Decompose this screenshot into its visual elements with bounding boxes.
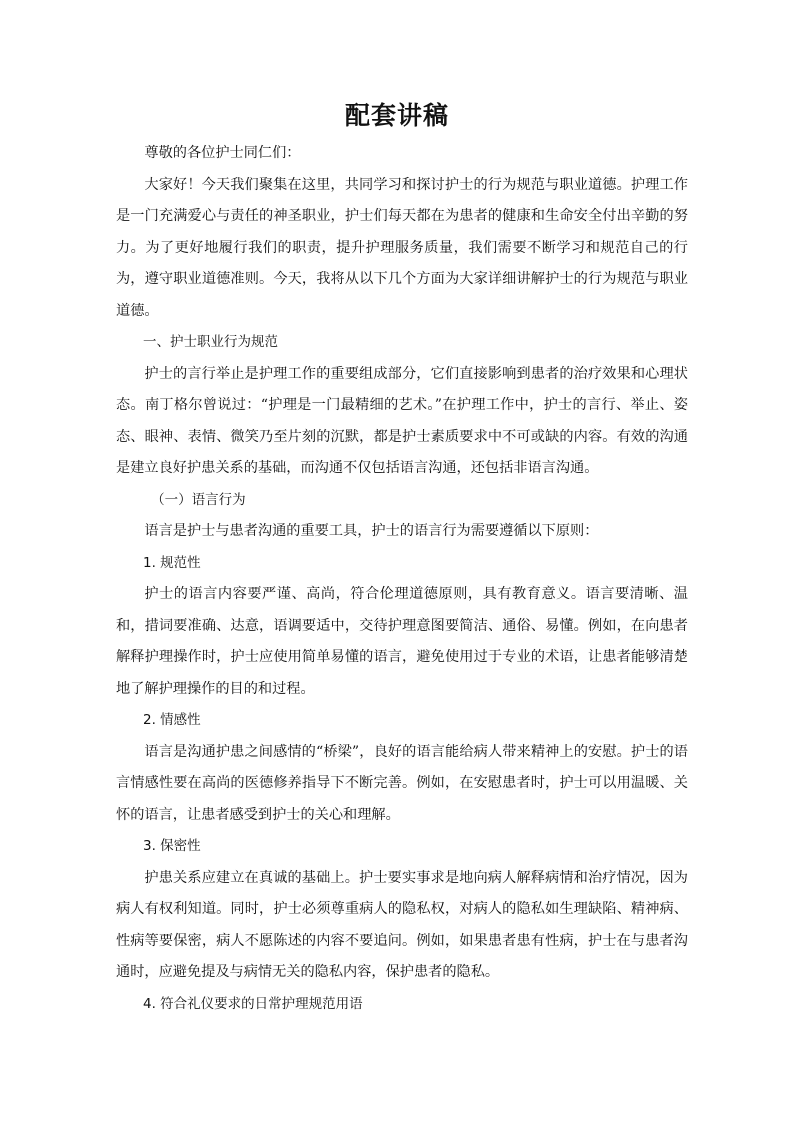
document-title: 配套讲稿 [344, 101, 449, 130]
item-confidentiality-paragraph: 护患关系应建立在真诚的基础上。护士要实事求是地向病人解释病情和治疗情况，因为病人有权利知道。同时，护士必须尊重病人的隐私权，对病人的隐私如生理缺陷、精神病、性病等要保密，病人不愿陈述的内容不要追问。例如，如果患者患有性病，护士在与患者沟通时，应避免提及与病情无关的隐私内容，保护患者的隐私。 [116, 869, 688, 980]
item-heading-confidentiality: 3. 保密性 [143, 838, 201, 854]
item-normative-paragraph: 护士的语言内容要严谨、高尚，符合伦理道德原则，具有教育意义。语言要清晰、温和，措词要准确、达意，语调要适中，交待护理意图要简洁、通俗、易懂。例如，在向患者解释护理操作时，护士应使用简单易懂的语言，避免使用过于专业的术语，让患者能够清楚地了解护理操作的目的和过程。 [116, 586, 688, 697]
item-heading-emotional: 2. 情感性 [143, 712, 201, 728]
intro-paragraph: 大家好！今天我们聚集在这里，共同学习和探讨护士的行为规范与职业道德。护理工作是一门充满爱心与责任的神圣职业，护士们每天都在为患者的健康和生命安全付出辛勤的努力。为了更好地履行我们的职责，提升护理服务质量，我们需要不断学习和规范自己的行为，遵守职业道德准则。今天，我将从以下几个方面为大家详细讲解护士的行为规范与职业道德。 [116, 176, 688, 319]
section-heading-conduct: 一、护士职业行为规范 [143, 334, 278, 350]
subsection-language-paragraph: 语言是护士与患者沟通的重要工具，护士的语言行为需要遵循以下原则： [144, 523, 599, 539]
item-heading-etiquette: 4. 符合礼仪要求的日常护理规范用语 [143, 995, 363, 1012]
section-conduct-paragraph: 护士的言行举止是护理工作的重要组成部分，它们直接影响到患者的治疗效果和心理状态。南丁格尔曾说过：“护理是一门最精细的艺术。”在护理工作中，护士的言行、举止、姿态、眼神、表情、微笑乃至片刻的沉默，都是护士素质要求中不可或缺的内容。有效的沟通是建立良好护患关系的基础，而沟通不仅包括语言沟通，还包括非语言沟通。 [116, 365, 688, 476]
item-heading-normative: 1. 规范性 [143, 554, 201, 571]
greeting-line: 尊敬的各位护士同仁们： [144, 145, 301, 161]
subsection-heading-language: （一）语言行为 [151, 491, 246, 508]
item-emotional-paragraph: 语言是沟通护患之间感情的“桥梁”，良好的语言能给病人带来精神上的安慰。护士的语言情感性要在高尚的医德修养指导下不断完善。例如，在安慰患者时，护士可以用温暖、关怀的语言，让患者感受到护士的关心和理解。 [116, 743, 688, 823]
document-body [116, 138, 688, 1020]
